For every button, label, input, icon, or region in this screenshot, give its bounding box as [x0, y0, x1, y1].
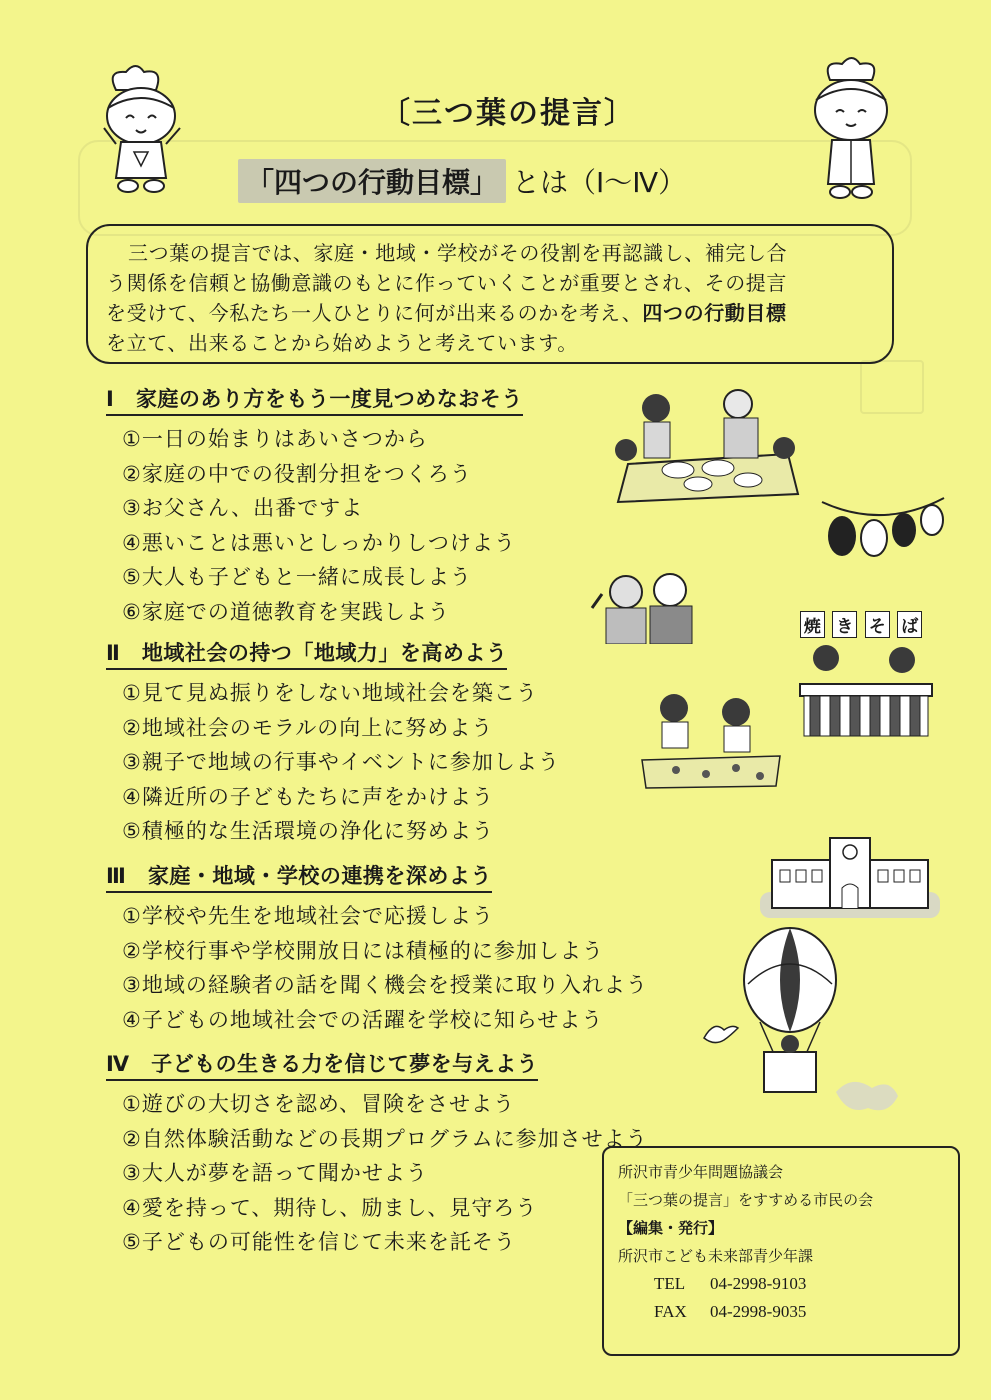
section-title: Ⅲ 家庭・地域・学校の連携を深めよう — [106, 860, 492, 893]
sign-char: き — [832, 611, 857, 638]
page-title: 〔三つ葉の提言〕 — [380, 96, 636, 131]
intro-line: 三つ葉の提言では、家庭・地域・学校がその役割を再認識し、補完し合 — [128, 241, 788, 265]
list-item: ⑤積極的な生活環境の浄化に努めよう — [122, 819, 494, 843]
department-name: 所沢市こども未来部青少年課 — [618, 1247, 814, 1265]
school-building-icon — [760, 830, 940, 920]
contact-box — [602, 1146, 960, 1356]
intro-line: を立て、出来ることから始めようと考えています。 — [106, 331, 578, 355]
list-item: ②学校行事や学校開放日には積極的に参加しよう — [122, 938, 604, 963]
section-4 — [106, 1048, 648, 1260]
intro-line — [106, 298, 874, 328]
section-3 — [106, 860, 648, 1037]
list-item: ①遊びの大切さを認め、冒険をさせよう — [122, 1092, 515, 1116]
list-item: ④子どもの地域社会での活躍を学校に知らせよう — [122, 1007, 604, 1032]
mascot-right-icon — [796, 54, 906, 204]
subtitle-highlight: 「四つの行動目標」 — [238, 159, 506, 203]
item-list — [106, 676, 560, 849]
list-item: ③お父さん、出番ですよ — [122, 496, 364, 520]
bird-icon — [700, 1016, 740, 1052]
subtitle-tail: とは（Ⅰ～Ⅳ） — [512, 166, 687, 199]
list-item: ③地域の経験者の話を聞く機会を授業に取り入れよう — [122, 973, 648, 997]
item-list — [106, 899, 648, 1037]
list-item: ④隣近所の子どもたちに声をかけよう — [122, 784, 494, 809]
section-1 — [106, 383, 523, 629]
intro-bold-text: 四つの行動目標 — [642, 301, 787, 325]
section-title: Ⅳ 子どもの生きる力を信じて夢を与えよう — [106, 1048, 538, 1081]
list-item: ⑥家庭での道徳教育を実践しよう — [122, 599, 450, 624]
mascot-left-icon — [86, 60, 196, 200]
item-list — [106, 422, 523, 629]
list-item: ⑤大人も子どもと一緒に成長しよう — [122, 565, 472, 589]
section-2 — [106, 637, 560, 849]
tel-label: TEL — [654, 1274, 686, 1293]
family-dinner-icon — [608, 384, 808, 508]
fax-row — [618, 1298, 944, 1326]
list-item: ①見て見ぬ振りをしない地域社会を築こう — [122, 681, 538, 705]
children-planting-icon — [636, 690, 786, 790]
sign-char: そ — [865, 611, 890, 638]
list-item: ①学校や先生を地域社会で応援しよう — [122, 904, 494, 928]
bleed-through-shape — [860, 360, 924, 414]
intro-text: を受けて、今私たち一人ひとりに何が出来るのかを考え、 — [106, 301, 643, 325]
grandparents-icon — [586, 568, 710, 644]
list-item: ①一日の始まりはあいさつから — [122, 427, 428, 451]
list-item: ④悪いことは悪いとしっかりしつけよう — [122, 530, 516, 555]
intro-box — [86, 224, 894, 364]
list-item: ②自然体験活動などの長期プログラムに参加させよう — [122, 1126, 648, 1151]
tel-row — [618, 1270, 944, 1298]
org-name-2: 「三つ葉の提言」をすすめる市民の会 — [618, 1191, 874, 1209]
sign-char: 焼 — [800, 611, 825, 638]
tel-number: 04-2998-9103 — [710, 1274, 807, 1293]
subtitle — [238, 158, 686, 204]
org-name: 所沢市青少年問題協議会 — [618, 1163, 784, 1181]
list-item: ②家庭の中での役割分担をつくろう — [122, 461, 472, 486]
list-item: ③親子で地域の行事やイベントに参加しよう — [122, 750, 560, 774]
list-item: ⑤子どもの可能性を信じて未来を託そう — [122, 1230, 516, 1254]
item-list — [106, 1087, 648, 1260]
edit-publish-label: 【編集・発行】 — [618, 1219, 724, 1237]
list-item: ③大人が夢を語って聞かせよう — [122, 1161, 428, 1185]
list-item: ④愛を持って、期待し、励まし、見守ろう — [122, 1195, 538, 1220]
list-item: ②地域社会のモラルの向上に努めよう — [122, 715, 494, 740]
section-title: Ⅰ 家庭のあり方をもう一度見つめなおそう — [106, 383, 523, 416]
lanterns-icon — [818, 494, 948, 570]
yakisoba-sign — [796, 610, 926, 638]
sign-char: ば — [897, 611, 922, 638]
fax-number: 04-2998-9035 — [710, 1302, 807, 1321]
intro-line: う関係を信頼と協働意識のもとに作っていくことが重要とされ、その提言 — [106, 271, 787, 295]
yakisoba-stall-icon — [796, 638, 936, 738]
fax-label: FAX — [654, 1302, 687, 1321]
section-title: Ⅱ 地域社会の持つ「地域力」を高めよう — [106, 637, 507, 670]
